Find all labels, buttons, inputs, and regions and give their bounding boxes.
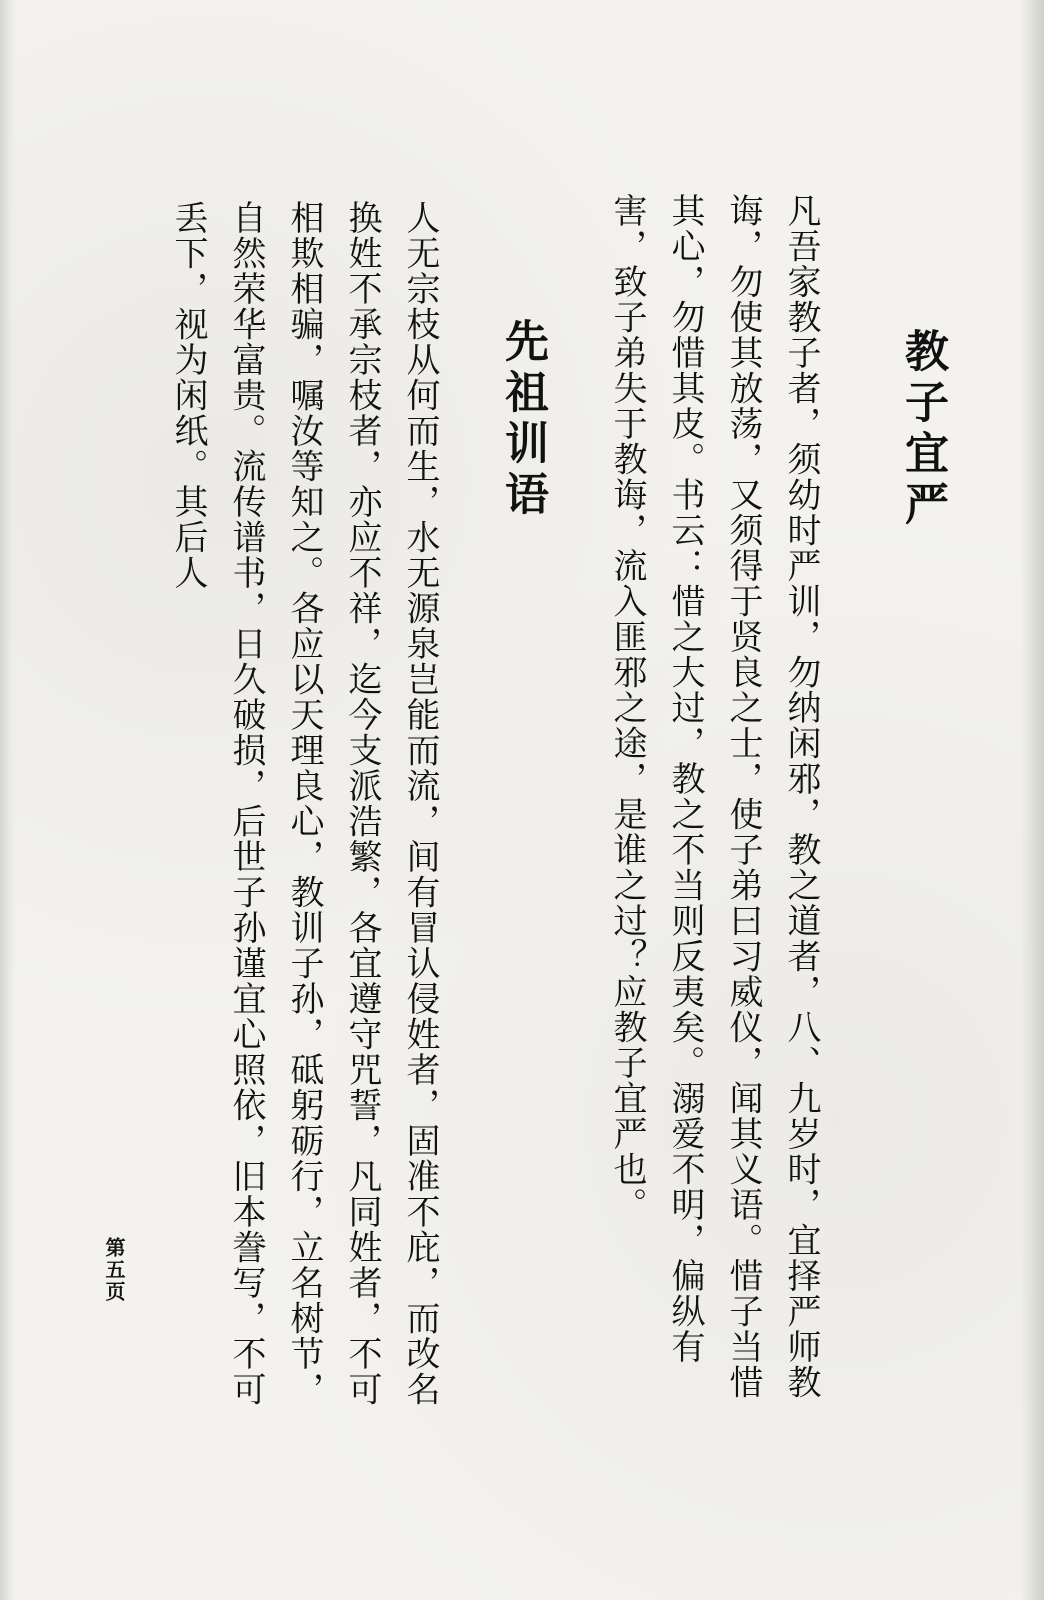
- page-left-shadow: [0, 0, 16, 1600]
- section-body-xian-zu-xun-yu: 人无宗枝从何而生，水无源泉岂能而流，间有冒认侵姓者，固准不庇，而改名换姓不承宗枝者，亦应不祥，迄今支派浩繁，各宜遵守咒誓，凡同姓者，不可相欺相骗，嘱汝等知之。各应以天理良心，教训子孙，砥躬砺行，立名树节，自然荣华富贵。流传谱书，日久破损，后世子孙谨宜心照依，旧本誊写，不可丢下，视为闲纸。其后人: [168, 200, 440, 1407]
- section-body-jiao-zi-yi-yan: 凡吾家教子者，须幼时严训，勿纳闲邪，教之道者，八、九岁时，宜择严师教诲，勿使其放荡，又须得于贤良之士，使子弟曰习威仪，闻其义语。惜子当惜其心，勿惜其皮。书云：惜之大过，教之不当则反夷矣。溺爱不明，偏纵有害，致子弟失于教诲，流入匪邪之途，是谁之过？应教子宜严也。: [607, 193, 821, 1400]
- section-title-xian-zu-xun-yu: 先祖训语: [497, 318, 548, 522]
- section-title-jiao-zi-yi-yan: 教子宜严: [897, 328, 948, 532]
- page-number: 第五页: [102, 1237, 126, 1303]
- page-right-shadow: [1020, 0, 1044, 1600]
